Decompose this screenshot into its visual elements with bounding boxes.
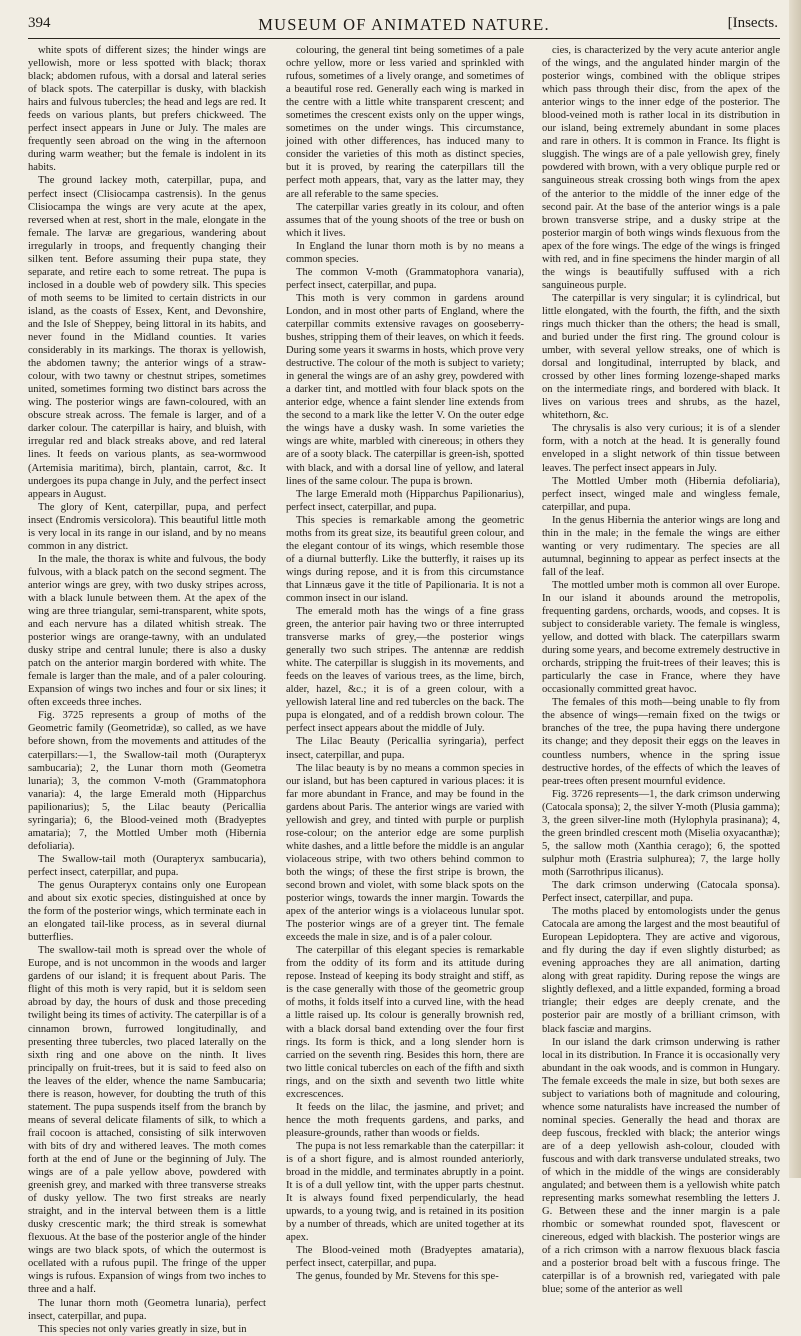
paragraph: white spots of different sizes; the hinder wings are yellowish, more or less spotted with black; thorax black; abdomen rufous, with a dorsal and lateral series of black spots. The caterpillar is dusky, with blackish hairs and fulvous tubercles; the head and legs are red. It feeds on various plants, but prefers chickweed. The perfect insect appears in June or July. The males are frequently seen abroad on the wing in the afternoon during warm weather; but the female is indolent in its habits.: [28, 45, 266, 174]
paragraph: In our island the dark crimson underwing is rather local in its distribution. In France it is occasionally very abundant in the oak woods, and is common in Hungary. The female exceeds the male in size, but both sexes are subject to variations both of magnitude and colouring, whence some naturalists have increased the number of nominal species. Generally the head and thorax are deep fuscous, freckled with black; the anterior wings are of a deep yellowish ash-colour, clouded with fuscous and with dark transverse undulated streaks, two of which in the middle of the wings are considerably angulated; and between them is a yellowish white patch representing marks somewhat resembling the letters J. G. Between these and the inner margin is a pale rhombic or somewhat rounded spot, flavescent or cinereous, edged with blackish. The posterior wings are of a rich crimson with a narrow flexuous black fascia and a posterior broad belt with a fuscous fringe. The caterpillar is of a brownish red, variegated with pale blue; some of the anterior as well: [542, 1036, 780, 1296]
paragraph: The caterpillar varies greatly in its colour, and often assumes that of the young shoots of the tree or bush on which it lives.: [286, 201, 524, 239]
paragraph: The Swallow-tail moth (Ourapteryx sambucaria), perfect insect, caterpillar, and pupa.: [28, 853, 266, 878]
paragraph: The emerald moth has the wings of a fine grass green, the anterior pair having two or three interrupted transverse marks of grey,—the posterior wings generally two such stripes. The antennæ are reddish white. The caterpillar is sluggish in its movements, and feeds on the leaves of various trees, as the lime, birch, alder, hazel, &c.; it is of a green colour, with a yellowish lateral line and red tubercles on the back. The pupa is elongated, and of a reddish brown colour. The perfect insect appears about the middle of July.: [286, 606, 524, 735]
paragraph: This species is remarkable among the geometric moths from its great size, its beautiful green colour, and the elegant contour of its wings, which resemble those of a diurnal butterfly. Like the butterfly, it raises up its wings during repose, and it is from this circumstance that Linnæus gave it the title of Papilionaria. It is not a common insect in our island.: [286, 514, 524, 604]
paragraph: Fig. 3725 represents a group of moths of the Geometric family (Geometridæ), so called, as we have before shown, from the movements and attitudes of the caterpillars:—1, the Swallow-tail moth (Ourapteryx sambucaria); 2, the Lunar thorn moth (Geometra lunaria); 3, the common V-moth (Grammatophora vanaria): 4, the large Emerald moth (Hipparchus papilionarius); 5, the Lilac beauty (Pericallia syringaria); 6, the Blood-veined moth (Bradyeptes amataria); 7, the Mottled Umber moth (Hibernia defoliaria).: [28, 710, 266, 852]
paragraph: The moths placed by entomologists under the genus Catocala are among the largest and the most beautiful of European Lepidoptera. They are active and vigorous, and fly during the day if even slightly disturbed; as evening approaches they are all animation, darting along with great rapidity. During repose the wings are slightly deflexed, and a little expanded, forming a broad triangle; their edges are deeply crenate, and the posterior pair are mostly of a brilliant crimson, with black fasciæ and margins.: [542, 906, 780, 1035]
paragraph: The common V-moth (Grammatophora vanaria), perfect insect, caterpillar, and pupa.: [286, 266, 524, 291]
paragraph: The females of this moth—being unable to fly from the absence of wings—remain fixed on the twigs or branches of the tree, the pupa having there undergone its change; and they deposit their eggs on the leaves in countless numbers, whence in the spring issue destructive hordes, of the effects of which the leaves of pear-trees often present mournful evidence.: [542, 697, 780, 787]
paragraph: This species not only varies greatly in size, but in: [38, 1323, 247, 1335]
paragraph: The ground lackey moth, caterpillar, pupa, and perfect insect (Clisiocampa castrensis). In the genus Clisiocampa the wings are very acute at the apex, reversed when at rest, short in the male, elongate in the female. The larvæ are gregarious, wandering about irregularly in troops, and frequently changing their silken tent. Before assuming their pupa state, they separate, and retire each to some retreat. The pupa is inclosed in a double web of powdery silk. This species of moth seems to be limited to certain districts in our island, as the coasts of Essex, Kent, and Devonshire, and the Isle of Sheppey, being littoral in its habits, and never found in the Midland counties. It varies considerably in its markings. The thorax is yellowish, the abdomen tawny; the anterior wings of a straw-colour, with two tawny or chestnut stripes, sometimes united, sometimes forming two distinct bars across the wing. The posterior wings are fawn-coloured, with an obscure streak across. The female is larger, and of a darker colour. The caterpillar is hairy, and bluish, with irregular red and black streaks above, and red lateral lines. It feeds on various plants, as sea-wormwood (Artemisia maritima), birch, plantain, carrot, &c. It undergoes its pupa change in July, and the perfect insect appears in August.: [28, 175, 266, 500]
paragraph: colouring, the general tint being sometimes of a pale ochre yellow, more or less varied and sprinkled with rufous, sometimes of a lively orange, and sometimes of a beautiful rose red. Generally each wing is marked in the centre with a little white transparent crescent; and sometimes the crescent exists only on the upper wings, sometimes on the under wings. This circumstance, joined with other differences, has induced many to consider the varieties of this moth as distinct species, but it is proved, by rearing the caterpillars till the perfect moth appears, that, vary as the latter may, they are all referable to the same species.: [286, 45, 524, 200]
page-number: 394: [28, 15, 51, 31]
paragraph: It feeds on the lilac, the jasmine, and privet; and hence the moth frequents gardens, and parks, and pleasure-grounds, rather than woods or fields.: [286, 1101, 524, 1139]
paragraph: The dark crimson underwing (Catocala sponsa). Perfect insect, caterpillar, and pupa.: [542, 880, 780, 905]
paragraph: The pupa is not less remarkable than the caterpillar: it is of a short figure, and is almost rounded anteriorly, broad in the middle, and terminates abruptly in a point. It is of a dull yellow tint, with the upper parts chestnut. It is always found fixed perpendicularly, the head upwards, to a young twig, and is retained in its position by a number of threads, which are united together at its apex.: [286, 1140, 524, 1244]
paragraph: The chrysalis is also very curious; it is of a slender form, with a notch at the head. It is generally found enveloped in a slight network of thin tissue between leaves. The perfect insect appears in July.: [542, 423, 780, 474]
paragraph: The glory of Kent, caterpillar, pupa, and perfect insect (Endromis versicolora). This beautiful little moth is very local in its range in our island, and by no means common in any district.: [28, 501, 266, 552]
paragraph: The Mottled Umber moth (Hibernia defoliaria), perfect insect, winged male and wingless female, caterpillar, and pupa.: [542, 475, 780, 513]
text-column-3: [542, 44, 780, 1296]
paragraph: The caterpillar is very singular; it is cylindrical, but little elongated, with the fourth, the fifth, and the sixth rings much thicker than the others; the head is small, and buried under the first ring. The ground colour is umber, with several yellow streaks, one of which is dorsal and longitudinal, interrupted by black, and crossed by other lines forming lozenge-shaped marks on the intermediate rings, and bordered with black. It lives on various trees and shrubs, as the hazel, whitethorn, &c.: [542, 292, 780, 422]
running-title: MUSEUM OF ANIMATED NATURE.: [258, 15, 550, 34]
section-label: [Insects.: [727, 15, 778, 31]
paragraph: The caterpillar of this elegant species is remarkable from the oddity of its form and its attitude during repose. Instead of keeping its body straight and stiff, as is the case generally with those of the geometric group of moths, it folds itself into a curved line, with the head a little raised up. Its colour is generally brownish red, with a black dorsal band extending over the four first rings. Its form is thick, and a long slender horn is carried on the seventh ring. Besides this horn, there are two little conical tubercles on each of the fifth and sixth rings, and on the sixth and seventh two little white excrescences.: [286, 945, 524, 1100]
running-header: [28, 12, 780, 39]
text-column-2: [286, 44, 524, 1283]
paragraph: The lunar thorn moth (Geometra lunaria), perfect insect, caterpillar, and pupa.: [28, 1297, 266, 1322]
paragraph: cies, is characterized by the very acute anterior angle of the wings, and the angulated hinder margin of the posterior wings, combined with the oblique stripes which pass through their disc, from the apex of the anterior wings to the inner edge of the posterior. The blood-veined moth is rather local in its distribution in our island, being extremely abundant in some places and rare in others. It is common in France. Its flight is sluggish. The wings are of a pale yellowish grey, finely powdered with brown, with a very oblique purple red or sanguineous streak crossing both wings from the apex of the anterior to the middle of the inner edge of the second pair. At the base of the anterior wings is a pale brown transverse stripe, and a dusky stripe at the posterior margin of both wings winds flexuous from the apex of the fore wings. The edge of the wings is fringed with red, and in fine specimens the hinder margin of all the wings is beautifully suffused with a rich sanguineous purple.: [542, 45, 780, 291]
paragraph: Fig. 3726 represents—1, the dark crimson underwing (Catocala sponsa); 2, the silver Y-moth (Plusia gamma); 3, the green silver-line moth (Hylophyla prasinana); 4, the green brindled crescent moth (Miselia oxyacanthæ); 5, the sallow moth (Xanthia cerago); 6, the spotted sulphur moth (Erastria sulphurea); 7, the large holly moth (Sarrothripus ilicanus).: [542, 788, 780, 878]
paragraph: The genus Ourapteryx contains only one European and about six exotic species, distinguished at once by the form of the posterior wings, which terminate each in an elongated tail-like process, as in several diurnal butterflies.: [28, 880, 266, 944]
paragraph: In the male, the thorax is white and fulvous, the body fulvous, with a black patch on the second segment. The anterior wings are grey, with two dusky stripes across, with a black lunule between them. At the apex of the wing are three triangular, semi-transparent, white spots, and each nervure has a dilated whitish streak. The posterior wings are orange-tawny, with an undulated dusky stripe and central lunule; there is also a dusky patch on the anterior margin bordered with white. The female is larger than the male, and of a paler colouring. Expansion of wings two inches and four or six lines; it often exceeds three inches.: [28, 553, 266, 709]
paragraph: The mottled umber moth is common all over Europe. In our island it abounds around the metropolis, frequenting gardens, orchards, woods, and copses. It is subject to considerable variety. The female is wingless, yellow, and dotted with black. The caterpillars swarm during some years, and become extremely destructive in orchards, stripping the fruit-trees of their leaves; this is particularly the case in France, where they have occasionally committed great havoc.: [542, 579, 780, 696]
adjacent-page-edge: [789, 0, 801, 1178]
paragraph: The swallow-tail moth is spread over the whole of Europe, and is not uncommon in the woods and larger gardens of our island; it is frequent about Paris. The flight of this moth is very rapid, but it is seldom seen abroad by day, the hours of dusk and those preceding twilight being its times of activity. The caterpillar is of a cinnamon brown, furrowed longitudinally, and presenting three tubercles, two placed laterally on the sixth ring and one above on the ninth. It lives principally on fruit-trees, but it is said to feed also on the leaves of the elder, whence the name Sambucaria; there is reason, however, for doubting the truth of this statement. The pupa suspends itself from the branch by means of several delicate filaments of silk, to which a frail cocoon is attached, consisting of silk interwoven with bits of dry and withered leaves. The moth comes forth at the end of June or the beginning of July. The wings are of a pale yellow above, powdered with greenish grey, and marked with three transverse streaks of dusky yellow. The two first streaks are nearly straight, and in the interval between them is a little dusky crescentic mark; the third streak is somewhat flexuous. At the base of the posterior angle of the hinder wings are two black spots, of which the outermost is ocellated with a rufous pupil. The fringe of the upper wings is rufous. Expansion of wings from two inches to three and a half.: [28, 945, 266, 1296]
paragraph: In England the lunar thorn moth is by no means a common species.: [286, 240, 524, 265]
paragraph: The Lilac Beauty (Pericallia syringaria), perfect insect, caterpillar, and pupa.: [286, 736, 524, 761]
text-column-1: [28, 44, 266, 1335]
paragraph: This moth is very common in gardens around London, and in most other parts of England, where the caterpillar commits extensive ravages on gooseberry-bushes, stripping them of their leaves, on which it feeds. During some years it swarms in hosts, which prove very destructive. The colour of the moth is subject to variety; in general the wings are of an ashy grey, powdered with a darker tint, and mottled with four black spots on the anterior edge, whence a faint slender line extends from the second to a mark like the letter V. On the outer edge the wings have a dusky wash. In some varieties the wings are white, marbled with cinereous; in others they are of a sooty black. The caterpillar is green-ish, spotted with black, and with a dorsal line of yellow, and lateral lines of the same colour. The pupa is brown.: [286, 292, 524, 487]
paragraph: The Blood-veined moth (Bradyeptes amataria), perfect insect, caterpillar, and pupa.: [286, 1245, 524, 1270]
paragraph: In the genus Hibernia the anterior wings are long and thin in the male; in the female the wings are either wanting or very rudimentary. The species are all autumnal, beginning to appear as perfect insects at the fall of the leaf.: [542, 514, 780, 578]
paragraph: The large Emerald moth (Hipparchus Papilionarius), perfect insect, caterpillar, and pupa.: [286, 488, 524, 513]
paragraph: The lilac beauty is by no means a common species in our island, but has been captured in various places: it is far more abundant in France, and may be found in the gardens about Paris. The anterior wings are varied with yellowish and grey, and tinted with purple or purplish rose-colour; on the anterior edge are some purplish white dashes, and a little before the middle is an angular violaceous stripe, with two others behind common to both the wings; of these the first stripe is brown, the second brown and violet, with some black spots on the posterior wings, towards the inner margin. Towards the apex of the anterior wings is a violaceous lunular spot. The posterior wings are of a greyer tint. The female exceeds the male in size, and is of a paler colour.: [286, 762, 524, 944]
paragraph: The genus, founded by Mr. Stevens for this spe-: [296, 1271, 499, 1283]
